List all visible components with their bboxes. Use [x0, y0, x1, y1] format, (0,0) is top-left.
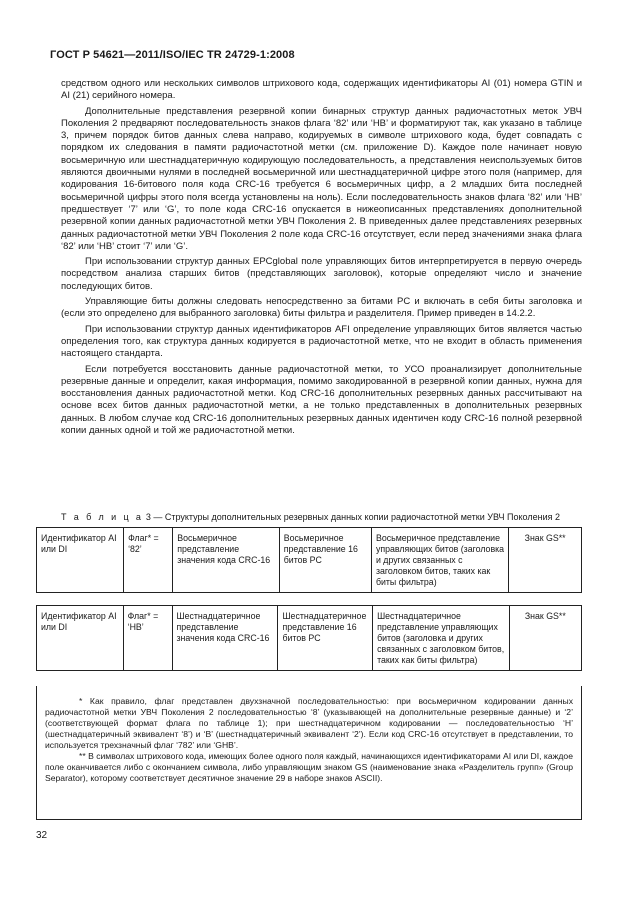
- table-cell: Знак GS**: [509, 528, 582, 593]
- table-cell: Восьмеричное представление управляющих битов (заголовка и других связанных с заголовком битов, таких как биты фильтра): [371, 528, 508, 593]
- page-header: ГОСТ Р 54621—2011/ISO/IEC TR 24729-1:2008: [50, 49, 295, 61]
- table-caption-text: 3 — Структуры дополнительных резервных данных копии радиочастотной метки УВЧ Поколения 2: [145, 512, 560, 522]
- table-cell: Идентификатор AI или DI: [37, 606, 124, 671]
- paragraph: Дополнительные представления резервной копии бинарных структур данных радиочастотных меток УВЧ Поколения 2 предваряют последовательность знаков флага ‘82’ или ‘HB’ и форматируют так, как указано в таблице 3, причем порядок битов данных слева направо, кодируемых в символе штрихового кода, будет совпадать с порядком их следования в памяти радиочастотной метки (см. приложение D). Каждое поле начинает новую восьмеричную или шестнадцатеричную кодирующую последовательность, а представления неиспользуемых битов являются двоичными нулями в последней восьмеричной или шестнадцатеричной цифре этого поля (например, для кодирования 16-битового поля кода CRC-16 требуется 6 восьмеричных цифр, а 2 младших бита последней восьмеричной цифры этого поля всегда установлены на ноль). Если последовательность знаков флага ‘82’ или ‘HB’ предшествует ‘7’ или ‘G’, то поле кода CRC-16 опускается в нижеописанных представлениях дополнительной резервной копии данных радиочастотной метки УВЧ Поколения 2. В приведенных далее представлениях резервных данных радиочастотной метки УВЧ Поколения 2 поле кода CRC-16 отсутствует, если перед значениями знака флага ‘82’ или ‘HB’ стоит ‘7’ или ‘G’.: [61, 105, 582, 252]
- table-cell: Флаг* = ‘HB’: [123, 606, 172, 671]
- structure-table-octal: [36, 527, 582, 593]
- page-number: 32: [36, 830, 48, 841]
- table-cell: Шестнадцатеричное представление управляющих битов (заголовка и других связанных с заголовком битов, таких как биты фильтра): [373, 606, 510, 671]
- table-row: [37, 606, 582, 671]
- table-cell: Восьмеричное представление 16 битов PC: [279, 528, 371, 593]
- table-row: [37, 528, 582, 593]
- footnote: * Как правило, флаг представлен двухзначной последовательностью: при восьмеричном кодировании данных радиочастотной метки УВЧ Поколения 2 последовательностью ‘8’ (указывающей на дополнительные резервные данные) и ‘2’ (соответствующей формат флага по таблице 1); при шестнадцатеричном кодировании — последовательностью ‘H’ (шестнадцатеричный эквивалент ‘8’) и ‘B’ (шестнадцатеричный эквивалент ‘2’). Если код CRC-16 отсутствует в представлении, то используется трехзначный флаг ‘782’ или ‘GHB’.: [45, 696, 573, 750]
- footnote: ** В символах штрихового кода, имеющих более одного поля каждый, начинающихся идентификаторами AI или DI, каждое поле оканчивается либо с окончанием символа, либо управляющим знаком GS (наименование знака «Разделитель групп» (Group Separator), которому соответствует десятичное значение 29 в наборе знаков ASCII).: [45, 751, 573, 783]
- paragraph: Если потребуется восстановить данные радиочастотной метки, то УСО проанализирует дополнительные резервные данные и определит, какая информация, помимо закодированной в резервной копии данных, нужна для восстановления данных радиочастотной метки. Код CRC-16 дополнительных резервных данных рассчитывают на основе всех битов данных радиочастотной метки, а не только представленных в дополнительных резервных данных. В любом случае код CRC-16 дополнительных резервных данных идентичен коду CRC-16 полной резервной копии данных одной и той же радиочастотной метки.: [61, 363, 582, 437]
- paragraph: При использовании структур данных идентификаторов AFI определение управляющих битов является частью определения того, как структура данных кодируется в радиочастотной метке, что не входит в область применения настоящего стандарта.: [61, 323, 582, 360]
- table-cell: Восьмеричное представление значения кода CRC-16: [173, 528, 280, 593]
- structure-table-hex: [36, 605, 582, 671]
- paragraph: Управляющие биты должны следовать непосредственно за битами PC и включать в себя биты заголовка и (если это определено для выбранного заголовка) биты фильтра и разделителя. Пример приведен в 14.2.2.: [61, 296, 582, 320]
- table-cell: Шестнадцатеричное представление 16 битов PC: [278, 606, 373, 671]
- body-text: [61, 78, 582, 440]
- table-cell: Знак GS**: [509, 606, 581, 671]
- table-cell: Флаг* = ‘82’: [124, 528, 173, 593]
- table-cell: Шестнадцатеричное представление значения кода CRC-16: [172, 606, 278, 671]
- table-footnotes: [36, 686, 582, 820]
- paragraph: средством одного или нескольких символов штрихового кода, содержащих идентификаторы AI (01) номера GTIN и AI (21) серийного номера.: [61, 78, 582, 102]
- table-caption: [61, 512, 582, 522]
- table-cell: Идентификатор AI или DI: [37, 528, 124, 593]
- paragraph: При использовании структур данных EPCglobal поле управляющих битов интерпретируется в первую очередь посредством анализа старших битов (представляющих заголовок), которые определяют число и значение последующих битов.: [61, 256, 582, 292]
- table-caption-label: Т а б л и ц а: [61, 512, 144, 522]
